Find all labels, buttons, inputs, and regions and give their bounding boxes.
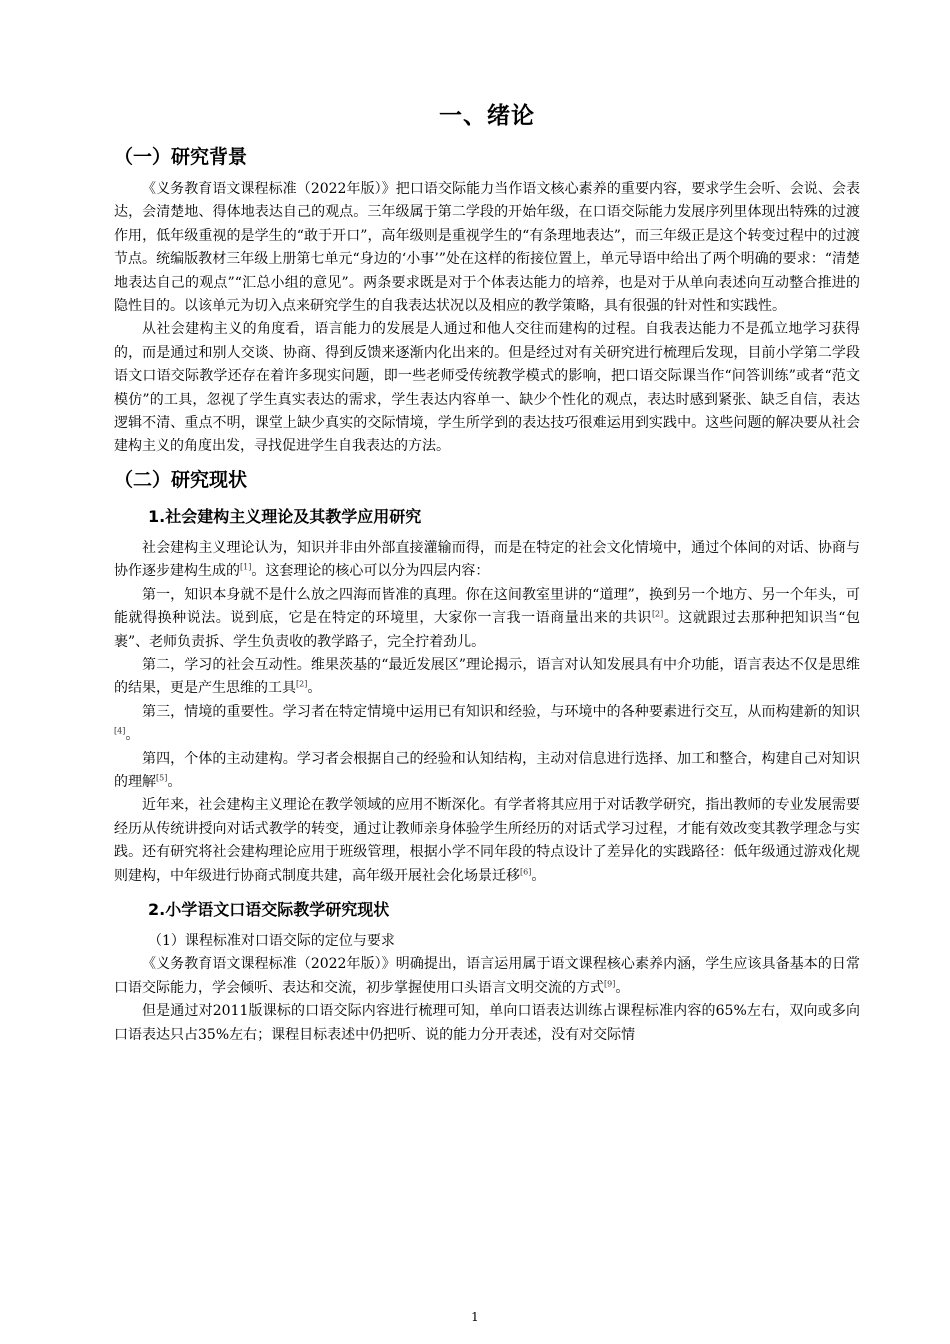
citation-ref: [9] [604, 979, 616, 989]
citation-ref: [6] [520, 866, 532, 876]
citation-ref: [1] [240, 562, 252, 572]
paragraph [114, 584, 860, 654]
paragraph [114, 654, 860, 701]
paragraph [114, 794, 860, 888]
paragraph-text: 。 [307, 680, 322, 697]
paragraph-text: 。这套理论的核心可以分为四层内容： [251, 563, 490, 580]
paragraph: 《义务教育语文课程标准（2022年版）》把口语交际能力当作语文核心素养的重要内容，要求学生会听、会说、会表达，会清楚地、得体地表达自己的观点。三年级属于第二学段的开始年级，在口语交际能力发展序列里体现出特殊的过渡作用，低年级重视的是学生的“敢于开口”，高年级则是重视学生的“有条理地表达”，而三年级正是这个转变过程中的过渡节点。统编版教材三年级上册第七单元“身边的‘小事’”处在这样的衔接位置上，单元导语中给出了两个明确的要求：“清楚地表达自己的观点”“汇总小组的意见”。两条要求既是对于个体表达能力的培养，也是对于从单向表述向互动整合推进的隐性目的。以该单元为切入点来研究学生的自我表达状况以及相应的教学策略，具有很强的针对性和实践性。 [114, 181, 860, 315]
paragraph-text: 但是通过对2011版课标的口语交际内容进行梳理可知，单向口语表达训练占课程标准内容的65%左右，双向或多向口语表达只占35%左右；课程目标表述中仍把听、说的能力分开表述，没有对交际情 [114, 1003, 860, 1043]
page-content [114, 92, 860, 1047]
paragraph-text: 《义务教育语文课程标准（2022年版）》明确提出，语言运用属于语文课程核心素养内涵，学生应该具备基本的日常口语交际能力，学会倾听、表达和交流，初步掌握使用口头语言文明交流的方式 [114, 956, 860, 996]
paragraph-text: 近年来，社会建构主义理论在教学领域的应用不断深化。有学者将其应用于对话教学研究，指出教师的专业发展需要经历从传统讲授向对话式教学的转变，通过让教师亲身体验学生所经历的对话式学习过程，才能有效改变其教学理念与实践。还有研究将社会建构理论应用于班级管理，根据小学不同年段的特点设计了差异化的实践路径：低年级通过游戏化规则建构，中年级进行协商式制度共建，高年级开展社会化场景迁移 [114, 797, 860, 884]
item-heading: （1）课程标准对口语交际的定位与要求 [148, 932, 395, 949]
paragraph-text: 。 [615, 979, 630, 996]
paragraph-text: 第三，情境的重要性。学习者在特定情境中运用已有知识和经验，与环境中的各种要素进行交互，从而构建新的知识 [142, 703, 860, 720]
paragraph [114, 953, 860, 1000]
citation-ref: [4] [114, 726, 126, 736]
paragraph [114, 1000, 860, 1047]
paragraph-text: 。 [167, 773, 182, 790]
chapter-title: 一、绪论 [439, 102, 535, 129]
section-title-background: （一）研究背景 [114, 146, 248, 168]
subsection-title-theory: 1.社会建构主义理论及其教学应用研究 [148, 506, 422, 526]
paragraph-text: 。 [531, 867, 546, 884]
paragraph-text: 第四，个体的主动建构。学习者会根据自己的经验和认知结构，主动对信息进行选择、加工和整合，构建自己对知识的理解 [114, 750, 860, 790]
paragraph [114, 748, 860, 795]
paragraph-text: 社会建构主义理论认为，知识并非由外部直接灌输而得，而是在特定的社会文化情境中，通过个体间的对话、协商与协作逐步建构生成的 [114, 539, 860, 580]
citation-ref: [2] [296, 679, 308, 689]
paragraph [114, 701, 860, 748]
paragraph-text: 。这就跟过去那种把知识当“包裹”、老师负责拆、学生负责收的教学路子，完全拧着劲儿。 [114, 610, 860, 650]
paragraph-text: 第一，知识本身就不是什么放之四海而皆准的真理。你在这间教室里讲的“道理”，换到另一个地方、另一个年头，可能就得换种说法。说到底，它是在特定的环境里，大家你一言我一语商量出来的共识 [114, 586, 860, 627]
subsection-title-oral-teaching: 2.小学语文口语交际教学研究现状 [148, 899, 390, 919]
paragraph: 从社会建构主义的角度看，语言能力的发展是人通过和他人交往而建构的过程。自我表达能力不是孤立地学习获得的，而是通过和别人交谈、协商、得到反馈来逐渐内化出来的。但是经过对有关研究进行梳理后发现，目前小学第二学段语文口语交际教学还存在着许多现实问题，即一些老师受传统教学模式的影响，把口语交际课当作“问答训练”或者“范文模仿”的工具，忽视了学生真实表达的需求，学生表达内容单一、缺少个性化的观点，表达时感到紧张、缺乏自信，表达逻辑不清、重点不明，课堂上缺少真实的交际情境，学生所学到的表达技巧很难运用到实践中。这些问题的解决要从社会建构主义的角度出发，寻找促进学生自我表达的方法。 [114, 321, 860, 455]
paragraph-text: 第二，学习的社会互动性。维果茨基的“最近发展区”理论揭示，语言对认知发展具有中介功能，语言表达不仅是思维的结果，更是产生思维的工具 [114, 656, 860, 697]
section-title-status: （二）研究现状 [114, 468, 248, 491]
citation-ref: [5] [156, 773, 168, 783]
paragraph [114, 537, 860, 584]
paragraph-text: 。 [125, 727, 140, 744]
citation-ref: [2] [651, 609, 664, 619]
page-number: 1 [471, 1310, 479, 1324]
